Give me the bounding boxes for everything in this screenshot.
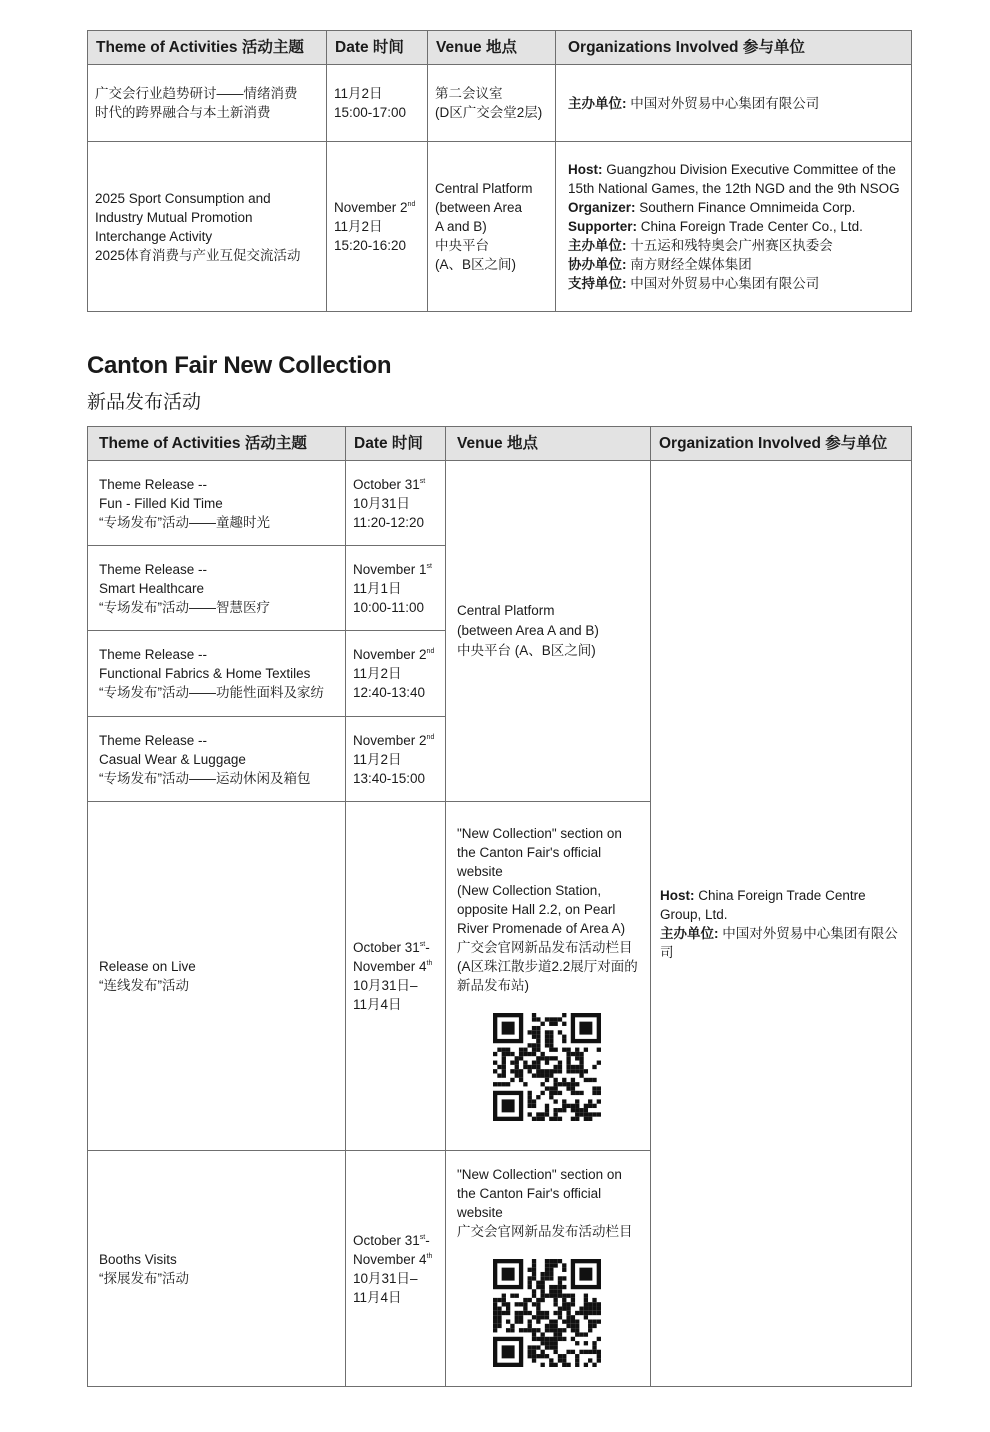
date-detail: 11月2日 15:20-16:20 bbox=[334, 219, 407, 253]
date-detail: 11月2日 13:40-15:00 bbox=[353, 751, 426, 786]
qr-code-live[interactable] bbox=[457, 1013, 643, 1121]
date-detail: 10月31日– 11月4日 bbox=[353, 978, 418, 1012]
header-date: Date 时间 bbox=[346, 427, 446, 461]
date-month: November 1 bbox=[353, 561, 427, 577]
date-cell bbox=[346, 546, 446, 631]
venue-cell: 第二会议室 (D区广交会堂2层) bbox=[428, 65, 556, 142]
organizations-cell bbox=[556, 65, 912, 142]
theme-cell: Theme Release -- Functional Fabrics & Home Textiles “专场发布”活动——功能性面料及家纺 bbox=[88, 631, 346, 717]
date-month: November 2 bbox=[353, 647, 427, 662]
org-label: Organizer: bbox=[568, 200, 636, 215]
date-cell bbox=[346, 802, 446, 1151]
date-start: October 31 bbox=[353, 940, 420, 955]
org-value: Southern Finance Omnimeida Corp. bbox=[635, 200, 856, 215]
table-row bbox=[88, 142, 912, 312]
table-header-row bbox=[88, 427, 912, 461]
theme-cell: Theme Release -- Fun - Filled Kid Time “专场发布”活动——童趣时光 bbox=[88, 461, 346, 546]
date-ordinal: st bbox=[419, 1233, 426, 1241]
date-month: November 2 bbox=[334, 200, 408, 215]
theme-cell: 广交会行业趋势研讨——情绪消费 时代的跨界融合与本土新消费 bbox=[88, 65, 327, 142]
header-venue: Venue 地点 bbox=[446, 427, 651, 461]
new-collection-table bbox=[87, 426, 912, 1387]
org-value: 南方财经全媒体集团 bbox=[626, 257, 752, 272]
qr-code-icon bbox=[493, 1259, 601, 1367]
date-month: October 31 bbox=[353, 476, 420, 492]
date-ordinal: nd bbox=[426, 733, 435, 741]
date-month: November 2 bbox=[353, 732, 427, 748]
event-table-top bbox=[87, 30, 912, 312]
date-end: November 4 bbox=[353, 959, 427, 974]
table-row bbox=[88, 461, 912, 546]
date-cell: 11月2日 15:00-17:00 bbox=[327, 65, 428, 142]
qr-code-icon bbox=[493, 1013, 601, 1121]
org-value: 中国对外贸易中心集团有限公司 bbox=[626, 276, 820, 291]
theme-cell: Theme Release -- Smart Healthcare “专场发布”活动——智慧医疗 bbox=[88, 546, 346, 631]
header-date: Date 时间 bbox=[327, 31, 428, 65]
org-value: 十五运和残特奥会广州赛区执委会 bbox=[626, 238, 833, 253]
date-detail: 10月31日 11:20-12:20 bbox=[353, 495, 425, 530]
venue-cell-live bbox=[446, 802, 651, 1151]
header-theme: Theme of Activities 活动主题 bbox=[88, 31, 327, 65]
venue-cell-central: Central Platform (between Area A and B) 中央平台 (A、B区之间) bbox=[446, 461, 651, 802]
header-organization: Organization Involved 参与单位 bbox=[651, 427, 912, 461]
theme-cell: Theme Release -- Casual Wear & Luggage “专场发布”活动——运动休闲及箱包 bbox=[88, 717, 346, 802]
theme-cell: Release on Live “连线发布”活动 bbox=[88, 802, 346, 1151]
org-label: 主办单位: bbox=[568, 238, 627, 253]
org-value: China Foreign Trade Center Co., Ltd. bbox=[637, 219, 863, 234]
header-venue: Venue 地点 bbox=[428, 31, 556, 65]
date-ordinal: th bbox=[426, 1252, 433, 1260]
org-label: Host: bbox=[568, 162, 603, 177]
org-line bbox=[568, 217, 904, 236]
org-line bbox=[568, 198, 904, 217]
table-row bbox=[88, 65, 912, 142]
section-subtitle: 新品发布活动 bbox=[87, 392, 202, 413]
date-ordinal: th bbox=[426, 960, 433, 967]
theme-cell: Booths Visits “探展发布”活动 bbox=[88, 1151, 346, 1387]
org-line bbox=[568, 160, 904, 198]
org-value: Guangzhou Division Executive Committee of the 15th National Games, the 12th NGD and the 9th NSOG bbox=[568, 162, 900, 196]
venue-text: "New Collection" section on the Canton Fair's official website 广交会官网新品发布活动栏目 bbox=[457, 1167, 633, 1239]
date-range-dash: - bbox=[425, 940, 430, 955]
organization-cell bbox=[651, 461, 912, 1387]
org-label: Host: bbox=[660, 887, 695, 903]
org-line bbox=[568, 274, 904, 293]
org-value: 中国对外贸易中心集团有限公司 bbox=[660, 925, 898, 960]
date-cell bbox=[346, 1151, 446, 1387]
date-end: November 4 bbox=[353, 1251, 427, 1267]
org-value: 中国对外贸易中心集团有限公司 bbox=[626, 95, 820, 111]
venue-text: "New Collection" section on the Canton Fair's official website (New Collection Station, opposite Hall 2.2, on Pearl River Promenade of Area A) 广交会官网新品发布活动栏目 (A区珠江散步道2.2展厅对面的新品发布站) bbox=[457, 826, 638, 993]
date-ordinal: nd bbox=[426, 648, 435, 655]
date-cell bbox=[346, 461, 446, 546]
table-header-row bbox=[88, 31, 912, 65]
org-label: 协办单位: bbox=[568, 257, 627, 272]
org-line bbox=[568, 236, 904, 255]
date-detail: 11月1日 10:00-11:00 bbox=[353, 580, 425, 615]
org-line bbox=[660, 924, 904, 962]
date-ordinal: st bbox=[426, 562, 432, 570]
header-organizations: Organizations Involved 参与单位 bbox=[556, 31, 912, 65]
date-start: October 31 bbox=[353, 1232, 420, 1248]
date-ordinal: nd bbox=[407, 201, 416, 208]
org-line bbox=[660, 886, 904, 924]
date-ordinal: st bbox=[419, 941, 426, 948]
date-detail: 10月31日– 11月4日 bbox=[353, 1270, 418, 1305]
date-ordinal: st bbox=[419, 477, 426, 485]
section-title: Canton Fair New Collection bbox=[87, 352, 392, 379]
date-range-dash: - bbox=[425, 1232, 430, 1248]
date-cell bbox=[346, 631, 446, 717]
date-detail: 11月2日 12:40-13:40 bbox=[353, 666, 426, 700]
venue-cell-booth bbox=[446, 1151, 651, 1387]
venue-cell: Central Platform (between Area A and B) 中央平台 (A、B区之间) bbox=[428, 142, 556, 312]
date-cell bbox=[327, 142, 428, 312]
org-label: 主办单位: bbox=[568, 95, 627, 111]
org-line bbox=[568, 255, 904, 274]
qr-code-booth[interactable] bbox=[457, 1259, 643, 1367]
date-cell bbox=[346, 717, 446, 802]
header-theme: Theme of Activities 活动主题 bbox=[88, 427, 346, 461]
theme-cell: 2025 Sport Consumption and Industry Mutual Promotion Interchange Activity 2025体育消费与产业互促交流活动 bbox=[88, 142, 327, 312]
org-value: China Foreign Trade Centre Group, Ltd. bbox=[660, 887, 866, 922]
org-label: 支持单位: bbox=[568, 276, 627, 291]
org-label: Supporter: bbox=[568, 219, 637, 234]
organizations-cell bbox=[556, 142, 912, 312]
org-label: 主办单位: bbox=[660, 925, 719, 941]
